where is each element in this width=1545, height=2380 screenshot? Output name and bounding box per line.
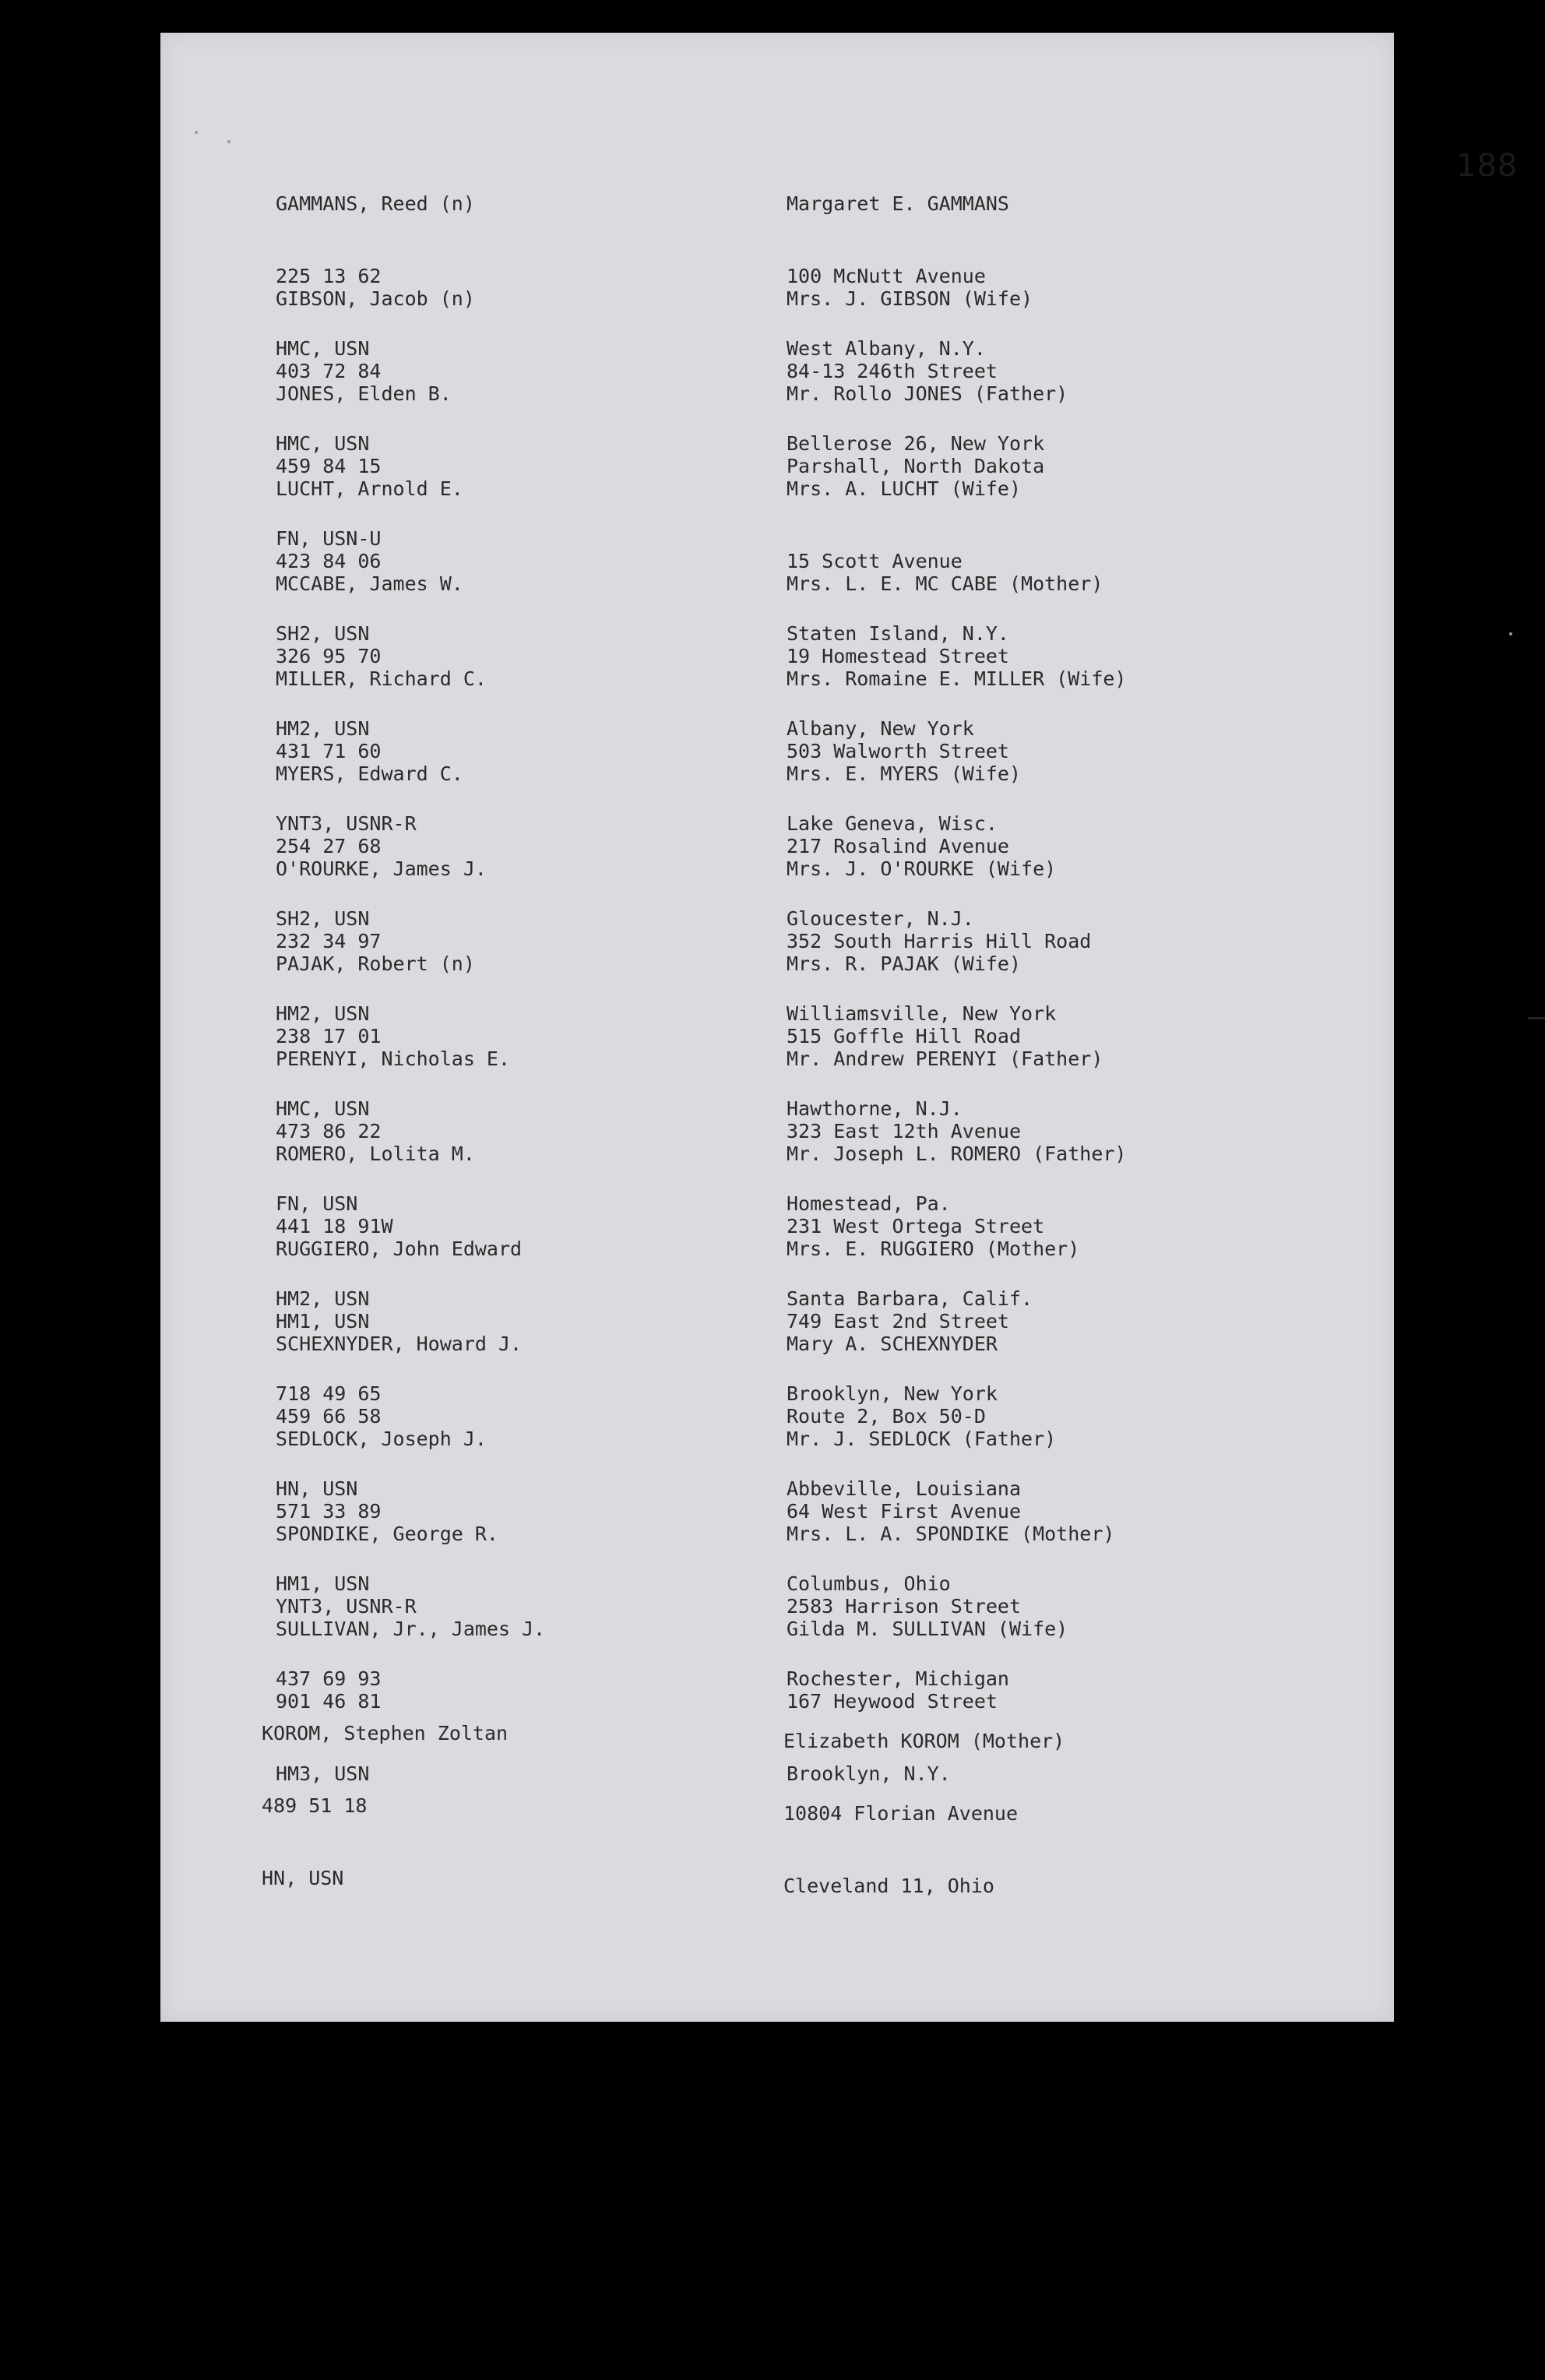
contact-name: Mrs. L. A. SPONDIKE (Mother) <box>787 1523 1115 1545</box>
contact-name: Gilda M. SULLIVAN (Wife) <box>787 1618 1068 1640</box>
contact-address-line-1: 19 Homestead Street <box>787 645 1009 667</box>
personnel-name: MILLER, Richard C. <box>276 667 487 690</box>
personnel-name: MYERS, Edward C. <box>276 762 463 785</box>
rate: HM3, USN <box>276 1762 370 1785</box>
contact-name: Mr. Rollo JONES (Father) <box>787 382 1068 405</box>
contact-name: Mrs. Romaine E. MILLER (Wife) <box>787 667 1127 690</box>
contact-address-line-1: 64 West First Avenue <box>787 1500 1022 1523</box>
rate: 718 49 65 <box>276 1382 382 1405</box>
contact-address-line-1: 100 McNutt Avenue <box>787 265 986 287</box>
contact-name: Mrs. J. O'ROURKE (Wife) <box>787 857 1057 880</box>
service-number: 423 84 06 <box>276 550 382 572</box>
rate: HMC, USN <box>276 337 370 360</box>
personnel-name: SEDLOCK, Joseph J. <box>276 1428 487 1450</box>
contact-address-line-1: 15 Scott Avenue <box>787 550 963 572</box>
contact-address-line-2: Bellerose 26, New York <box>787 432 1045 455</box>
contact-address-line-2: Rochester, Michigan <box>787 1667 1009 1690</box>
personnel-name: O'ROURKE, James J. <box>276 857 487 880</box>
personnel-name: JONES, Elden B. <box>276 382 452 405</box>
contact-address-line-2: Hawthorne, N.J. <box>787 1097 963 1120</box>
rate: SH2, USN <box>276 907 370 930</box>
contact-address-line-2: Gloucester, N.J. <box>787 907 974 930</box>
document-page <box>160 33 1519 2022</box>
contact-address-line-2: Columbus, Ohio <box>787 1572 951 1595</box>
contact-address-line-2: Williamsville, New York <box>787 1002 1057 1025</box>
service-number: 225 13 62 <box>276 265 382 287</box>
personnel-name: GAMMANS, Reed (n) <box>276 192 475 215</box>
service-number: HM1, USN <box>276 1310 370 1333</box>
rate: HM2, USN <box>276 1287 370 1310</box>
contact-address-line-2: Staten Island, N.Y. <box>787 622 1009 645</box>
personnel-name: KOROM, Stephen Zoltan <box>262 1722 509 1745</box>
service-number: 459 84 15 <box>276 455 382 477</box>
rate: HM2, USN <box>276 717 370 740</box>
contact-name: Mr. J. SEDLOCK (Father) <box>787 1428 1057 1450</box>
contact-address-line-2: Brooklyn, New York <box>787 1382 998 1405</box>
scan-speck <box>227 140 231 143</box>
service-number: 441 18 91W <box>276 1215 393 1238</box>
service-number: 238 17 01 <box>276 1025 382 1047</box>
page-number: 188 <box>1456 148 1519 184</box>
contact-address-line-1: 217 Rosalind Avenue <box>787 835 1009 857</box>
rate: HN, USN <box>276 1477 358 1500</box>
roster-list <box>160 143 1394 1897</box>
personnel-name: RUGGIERO, John Edward <box>276 1238 523 1260</box>
contact-name: Mrs. R. PAJAK (Wife) <box>787 952 1022 975</box>
service-number: 489 51 18 <box>262 1794 368 1817</box>
rate: HN, USN <box>262 1867 344 1889</box>
contact-address-line-1: 515 Goffle Hill Road <box>787 1025 1022 1047</box>
service-number: 901 46 81 <box>276 1690 382 1713</box>
service-number: 403 72 84 <box>276 360 382 382</box>
contact-address-line-1: Route 2, Box 50-D <box>787 1405 986 1428</box>
service-number: 232 34 97 <box>276 930 382 952</box>
personnel-name: PAJAK, Robert (n) <box>276 952 475 975</box>
rate: SH2, USN <box>276 622 370 645</box>
service-number: 326 95 70 <box>276 645 382 667</box>
contact-name: Margaret E. GAMMANS <box>787 192 1009 215</box>
contact-name: Mrs. E. RUGGIERO (Mother) <box>787 1238 1080 1260</box>
service-number: YNT3, USNR-R <box>276 1595 417 1618</box>
next-of-kin-block <box>783 1681 1375 1946</box>
contact-address-line-1: 503 Walworth Street <box>787 740 1009 762</box>
personnel-name: MCCABE, James W. <box>276 572 463 595</box>
contact-address-line-1: Parshall, North Dakota <box>787 455 1045 477</box>
contact-address-line-1: 231 West Ortega Street <box>787 1215 1045 1238</box>
contact-address-line-2: Homestead, Pa. <box>787 1192 951 1215</box>
service-number: 473 86 22 <box>276 1120 382 1142</box>
contact-address-line-2: Brooklyn, N.Y. <box>787 1762 951 1785</box>
rate: FN, USN-U <box>276 527 382 550</box>
personnel-name: LUCHT, Arnold E. <box>276 477 463 500</box>
contact-name: Elizabeth KOROM (Mother) <box>783 1730 1065 1752</box>
contact-address-line-1: 10804 Florian Avenue <box>783 1802 1019 1825</box>
personnel-name: ROMERO, Lolita M. <box>276 1142 475 1165</box>
margin-mark <box>1528 1017 1545 1019</box>
contact-name: Mr. Andrew PERENYI (Father) <box>787 1047 1103 1070</box>
personnel-name: GIBSON, Jacob (n) <box>276 287 475 310</box>
contact-name: Mrs. A. LUCHT (Wife) <box>787 477 1022 500</box>
personnel-name: SPONDIKE, George R. <box>276 1523 498 1545</box>
personnel-name: PERENYI, Nicholas E. <box>276 1047 511 1070</box>
rate: YNT3, USNR-R <box>276 812 417 835</box>
contact-address-line-1: 323 East 12th Avenue <box>787 1120 1022 1142</box>
contact-address-line-2: Lake Geneva, Wisc. <box>787 812 998 835</box>
scan-speck <box>1509 632 1512 635</box>
contact-name: Mrs. E. MYERS (Wife) <box>787 762 1022 785</box>
rate: HM2, USN <box>276 1002 370 1025</box>
contact-name: Mr. Joseph L. ROMERO (Father) <box>787 1142 1127 1165</box>
rate: 437 69 93 <box>276 1667 382 1690</box>
service-number: 459 66 58 <box>276 1405 382 1428</box>
scan-speck <box>195 131 198 134</box>
contact-address-line-1: 167 Heywood Street <box>787 1690 998 1713</box>
service-number: 571 33 89 <box>276 1500 382 1523</box>
rate: HMC, USN <box>276 432 370 455</box>
personnel-name: SULLIVAN, Jr., James J. <box>276 1618 546 1640</box>
contact-address-line-1: 2583 Harrison Street <box>787 1595 1022 1618</box>
personnel-block <box>262 1673 853 1938</box>
contact-address-line-2: Santa Barbara, Calif. <box>787 1287 1033 1310</box>
contact-address-line-2: Albany, New York <box>787 717 974 740</box>
contact-address-line-2: Cleveland 11, Ohio <box>783 1875 994 1897</box>
contact-address-line-1: 352 South Harris Hill Road <box>787 930 1092 952</box>
contact-address-line-2: West Albany, N.Y. <box>787 337 986 360</box>
contact-address-line-2: Abbeville, Louisiana <box>787 1477 1022 1500</box>
rate: HMC, USN <box>276 1097 370 1120</box>
rate: FN, USN <box>276 1192 358 1215</box>
service-number: 254 27 68 <box>276 835 382 857</box>
contact-name: Mary A. SCHEXNYDER <box>787 1333 998 1355</box>
contact-name: Mrs. J. GIBSON (Wife) <box>787 287 1033 310</box>
service-number: 431 71 60 <box>276 740 382 762</box>
contact-name: Mrs. L. E. MC CABE (Mother) <box>787 572 1103 595</box>
contact-address-line-1: 84-13 246th Street <box>787 360 998 382</box>
personnel-name: SCHEXNYDER, Howard J. <box>276 1333 523 1355</box>
contact-address-line-1: 749 East 2nd Street <box>787 1310 1009 1333</box>
rate: HM1, USN <box>276 1572 370 1595</box>
